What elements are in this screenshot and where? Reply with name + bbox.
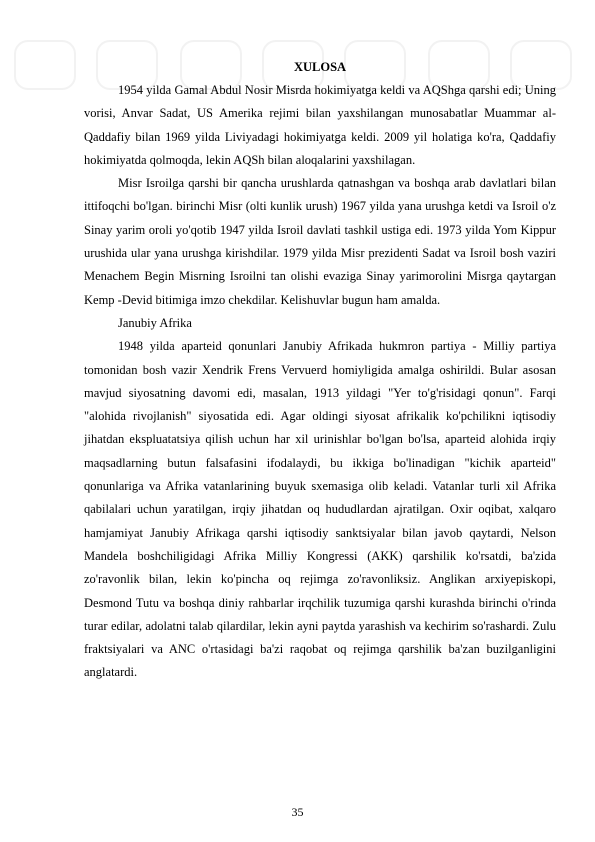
paragraph-nasser-sadat-qaddafi: 1954 yilda Gamal Abdul Nosir Misrda hokimiyatga keldi va AQShga qarshi edi; Uning vorisi, Anvar Sadat, US Amerika rejimi bilan yaxshilangan munosabatlar Muammar al-Qaddafiy bilan 1969 yilda Liviyadagi hokimiyatga keldi. 2009 yil holatiga ko'ra, Qaddafiy hokimiyatda qolmoqda, lekin AQSh bilan aloqalarini yaxshilagan. (84, 83, 556, 167)
page-number: 35 (291, 805, 304, 819)
section-heading-south-africa: Janubiy Afrika (118, 315, 192, 330)
paragraph-apartheid: 1948 yilda aparteid qonunlari Janubiy Afrikada hukmron partiya - Milliy partiya tomonidan bosh vazir Xendrik Frens Vervuerd homiyligida amalga oshirildi. Bular asosan mavjud siyosatning davomi edi, masalan, 1913 yildagi "Yer to'g'risidagi qonun". Farqi "alohida rivojlanish" siyosatida edi. Agar oldingi siyosat afrikalik ko'pchilikni iqtisodiy jihatdan ekspluatatsiya qilish uchun har xil urinishlar bo'lgan bo'lsa, aparteid alohida irqiy maqsadlarning butun falsafasini ifodalaydi, bu ikkiga bo'linadigan "kichik aparteid" qonunlariga va Afrika vatanlarining buyuk sxemasiga olib keladi. Vatanlar turli xil Afrika qabilalari uchun yaratilgan, irqiy jihatdan oq hududlardan ajratilgan. Oxir oqibat, xalqaro hamjamiyat Janubiy Afrikaga qarshi iqtisodiy sanktsiyalar bilan javob qaytardi, Nelson Mandela boshchiligidagi Afrika Milliy Kongressi (AKK) qarshilik ko'rsatdi, ba'zida zo'ravonlik bilan, lekin ko'pincha oq rejimga zo'ravonliksiz. Anglikan arxiyepiskopi, Desmond Tutu va boshqa diniy rahbarlar irqchilik tuzumiga qarshi kurashda birinchi o'rinda turar edilar, adolatni talab qilardilar, lekin ayni paytda yarashish va kechirim so'rashardi. Zulu fraktsiyalari va ANC o'rtasidagi ba'zi raqobat oq rejimga qarshilik ba'zan buzilganligini anglatardi. (84, 339, 556, 680)
document-page (84, 56, 556, 685)
paragraph-egypt-israel-wars: Misr Isroilga qarshi bir qancha urushlarda qatnashgan va boshqa arab davlatlari bilan ittifoqchi bo'lgan. birinchi Misr (olti kunlik urush) 1967 yilda yana urushga ketdi va Isroil o'z Sinay yarim oroli yo'qotib 1947 yilda Isroil davlati tashkil ustiga edi. 1973 yilda Yom Kippur urushida ular yana urushga kirishdilar. 1979 yilda Misr prezidenti Sadat va Isroil bosh vaziri Menachem Begin Misrning Isroilni tan olishi evaziga Sinay yarimorolini Misrga qaytargan Kemp -Devid bitimiga imzo chekdilar. Kelishuvlar bugun ham amalda. (84, 176, 556, 307)
document-title: XULOSA (293, 60, 347, 74)
watermark-shape (14, 40, 76, 90)
